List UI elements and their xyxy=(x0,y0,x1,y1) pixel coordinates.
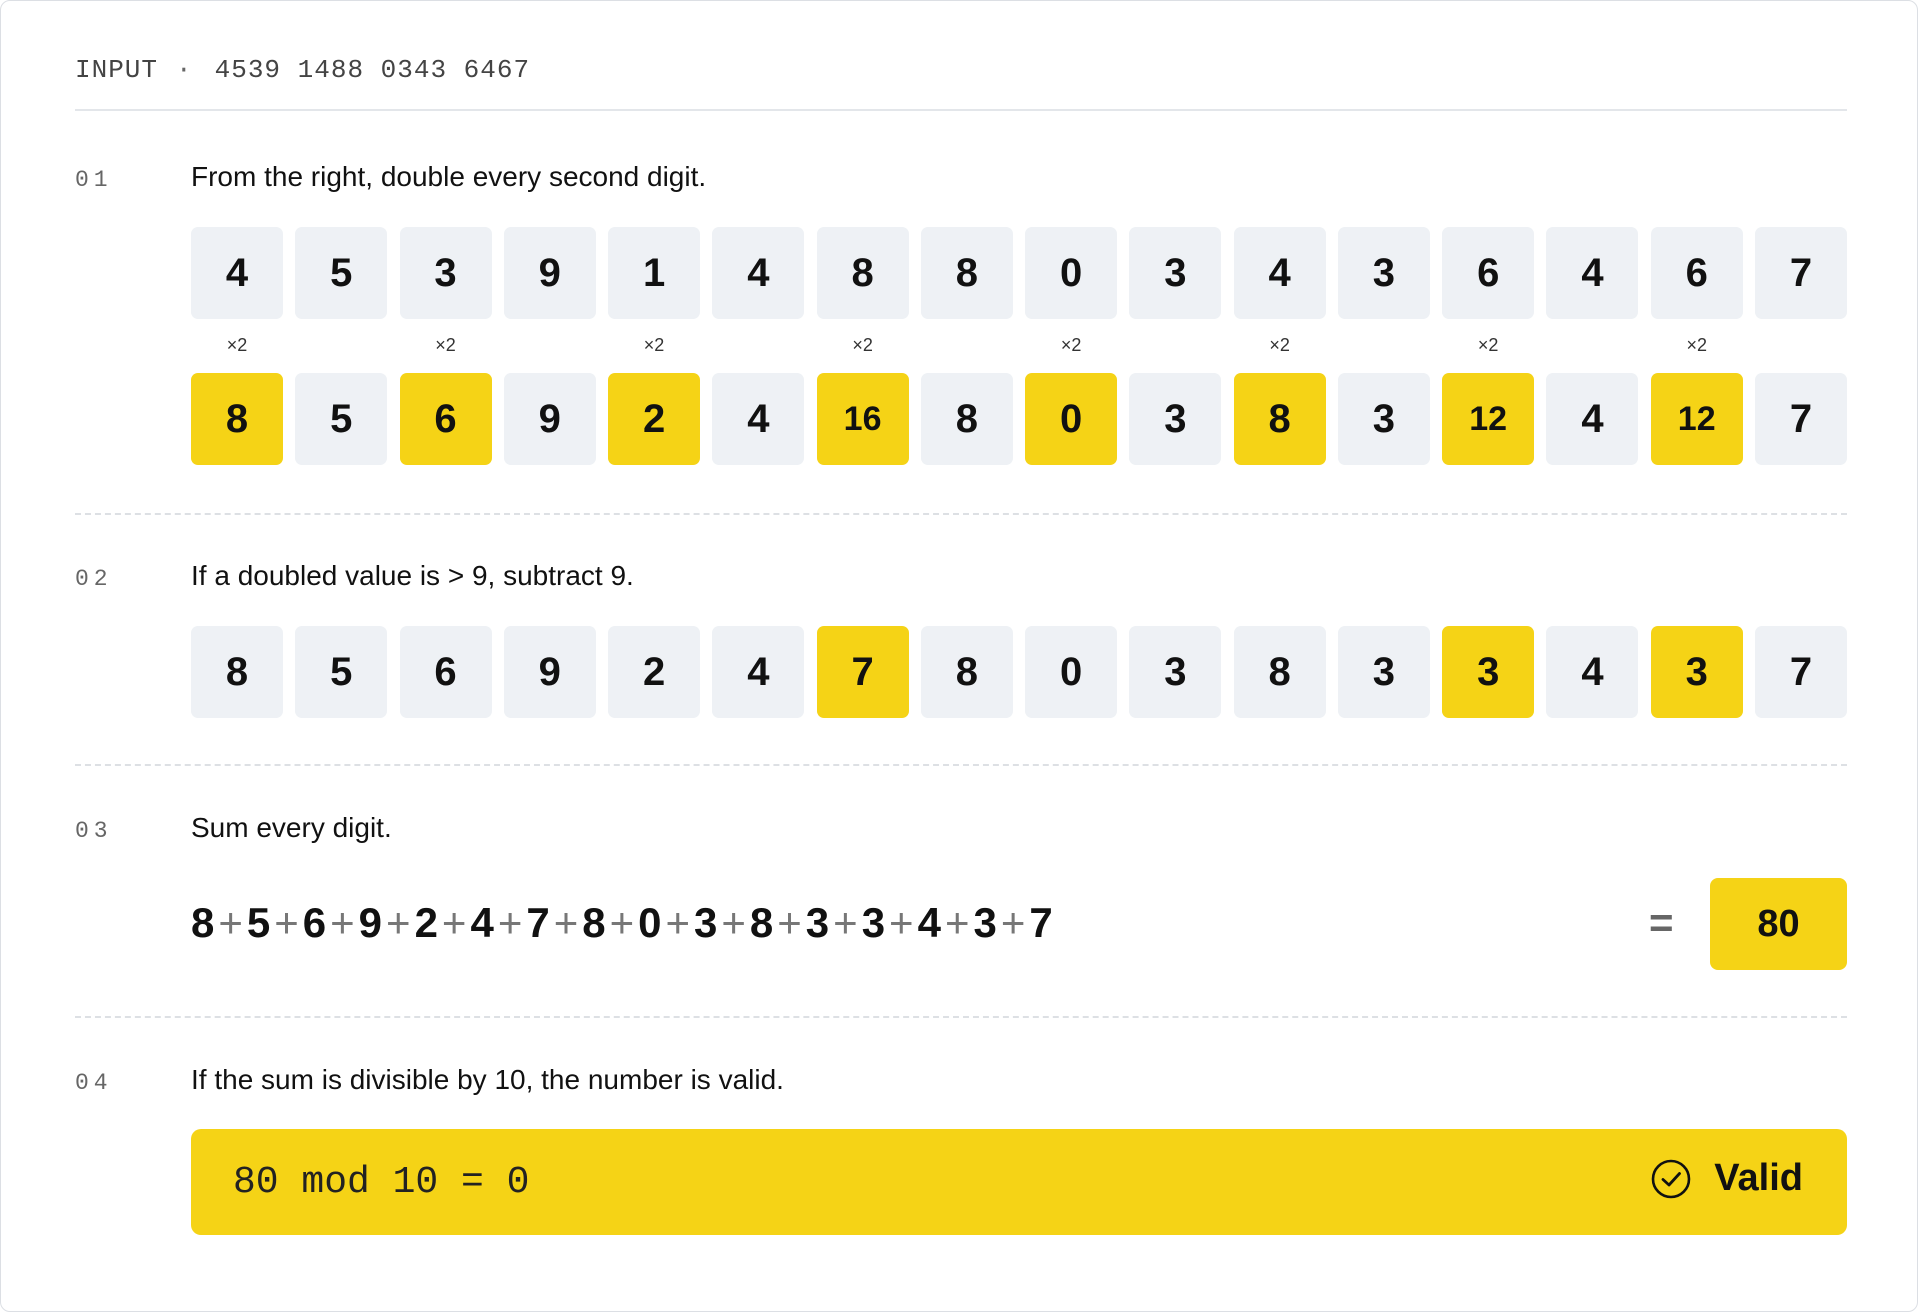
double-marker xyxy=(1129,335,1221,359)
plus-sign: + xyxy=(441,899,468,946)
sum-term: 9 xyxy=(358,899,384,946)
step-number-4: 04 xyxy=(75,1070,113,1096)
reduced-cell: 6 xyxy=(400,626,492,718)
reduced-cell: 0 xyxy=(1025,626,1117,718)
doubled-cell: 7 xyxy=(1755,373,1847,465)
original-digits-row xyxy=(191,227,1847,319)
doubled-cell: 9 xyxy=(504,373,596,465)
reduced-cell: 5 xyxy=(295,626,387,718)
doubled-digits-row xyxy=(191,373,1847,465)
double-marker xyxy=(1338,335,1430,359)
equals-sign: = xyxy=(1649,899,1674,946)
step-divider xyxy=(75,513,1847,515)
digit-cell: 8 xyxy=(817,227,909,319)
digit-cell: 4 xyxy=(1546,227,1638,319)
reduced-cell: 3 xyxy=(1651,626,1743,718)
plus-sign: + xyxy=(944,899,971,946)
reduced-cell: 7 xyxy=(1755,626,1847,718)
doubled-cell: 4 xyxy=(1546,373,1638,465)
sum-term: 6 xyxy=(302,899,328,946)
step-number-3: 03 xyxy=(75,818,113,844)
reduced-cell: 3 xyxy=(1338,626,1430,718)
plus-sign: + xyxy=(665,899,692,946)
digit-cell: 3 xyxy=(1338,227,1430,319)
digit-cell: 4 xyxy=(712,227,804,319)
digit-cell: 7 xyxy=(1755,227,1847,319)
double-marker: ×2 xyxy=(643,335,665,355)
plus-sign: + xyxy=(1000,899,1027,946)
reduced-cell: 4 xyxy=(1546,626,1638,718)
digit-cell: 5 xyxy=(295,227,387,319)
double-marker xyxy=(1755,335,1847,359)
sum-term: 8 xyxy=(191,899,216,946)
reduced-cell: 3 xyxy=(1129,626,1221,718)
plus-sign: + xyxy=(497,899,524,946)
double-marker xyxy=(921,335,1013,359)
double-marker: ×2 xyxy=(1060,335,1082,355)
plus-sign: + xyxy=(833,899,859,946)
plus-sign: + xyxy=(386,899,412,946)
digit-cell: 4 xyxy=(191,227,283,319)
doubled-cell: 4 xyxy=(712,373,804,465)
sum-term: 4 xyxy=(917,899,942,946)
double-marker xyxy=(1546,335,1638,359)
double-markers-row xyxy=(191,335,1847,359)
doubled-cell: 6 xyxy=(400,373,492,465)
sum-total: 80 xyxy=(1710,878,1847,970)
doubled-cell: 16 xyxy=(817,373,909,465)
double-marker xyxy=(504,335,596,359)
validity-result xyxy=(191,1129,1847,1235)
sum-term: 0 xyxy=(638,899,663,946)
digit-cell: 3 xyxy=(400,227,492,319)
reduced-cell: 9 xyxy=(504,626,596,718)
doubled-cell: 12 xyxy=(1442,373,1534,465)
check-circle-icon xyxy=(1650,1158,1692,1200)
doubled-cell: 8 xyxy=(1234,373,1326,465)
reduced-cell: 4 xyxy=(712,626,804,718)
input-number: 4539 1488 0343 6467 xyxy=(214,55,531,85)
plus-sign: + xyxy=(609,899,636,946)
input-label: INPUT xyxy=(75,55,159,85)
step-title-4: If the sum is divisible by 10, the number is valid. xyxy=(191,1064,784,1095)
plus-sign: + xyxy=(889,899,915,946)
step-title-3: Sum every digit. xyxy=(191,812,392,843)
plus-sign: + xyxy=(721,899,747,946)
double-marker xyxy=(295,335,387,359)
reduced-cell: 2 xyxy=(608,626,700,718)
doubled-cell: 3 xyxy=(1338,373,1430,465)
step-title-1: From the right, double every second digit. xyxy=(191,161,707,192)
plus-sign: + xyxy=(330,899,356,946)
digit-cell: 8 xyxy=(921,227,1013,319)
digit-cell: 4 xyxy=(1234,227,1326,319)
double-marker: ×2 xyxy=(1477,335,1499,355)
digit-cell: 6 xyxy=(1442,227,1534,319)
valid-label: Valid xyxy=(1714,1157,1803,1199)
plus-sign: + xyxy=(218,899,244,946)
double-marker xyxy=(712,335,804,359)
reduced-cell: 8 xyxy=(1234,626,1326,718)
doubled-cell: 8 xyxy=(191,373,283,465)
plus-sign: + xyxy=(553,899,580,946)
sum-term: 3 xyxy=(694,899,719,946)
doubled-cell: 2 xyxy=(608,373,700,465)
double-marker: ×2 xyxy=(435,335,456,355)
doubled-cell: 5 xyxy=(295,373,387,465)
sum-term: 3 xyxy=(973,899,998,946)
step-title-2: If a doubled value is > 9, subtract 9. xyxy=(191,560,634,591)
step-number-2: 02 xyxy=(75,566,113,592)
step-divider xyxy=(75,1016,1847,1018)
sum-term: 8 xyxy=(749,899,775,946)
plus-sign: + xyxy=(777,899,803,946)
reduced-cell: 8 xyxy=(191,626,283,718)
digit-cell: 3 xyxy=(1129,227,1221,319)
digit-cell: 6 xyxy=(1651,227,1743,319)
reduced-digits-row xyxy=(191,626,1847,718)
sum-expression xyxy=(191,899,1054,947)
reduced-cell: 3 xyxy=(1442,626,1534,718)
reduced-cell: 8 xyxy=(921,626,1013,718)
step-divider xyxy=(75,764,1847,766)
doubled-cell: 8 xyxy=(921,373,1013,465)
sum-term: 3 xyxy=(861,899,887,946)
input-separator: · xyxy=(176,55,193,85)
double-marker: ×2 xyxy=(226,335,248,355)
sum-term: 5 xyxy=(246,899,272,946)
sum-term: 7 xyxy=(1029,899,1054,946)
valid-badge xyxy=(1650,1157,1803,1200)
mod-expression: 80 mod 10 = 0 xyxy=(233,1161,530,1204)
sum-term: 2 xyxy=(414,899,439,946)
reduced-cell: 7 xyxy=(817,626,909,718)
step-number-1: 01 xyxy=(75,167,113,193)
digit-cell: 1 xyxy=(608,227,700,319)
double-marker: ×2 xyxy=(1269,335,1290,355)
sum-term: 7 xyxy=(526,899,551,946)
sum-term: 4 xyxy=(470,899,495,946)
digit-cell: 0 xyxy=(1025,227,1117,319)
double-marker: ×2 xyxy=(852,335,873,355)
doubled-cell: 12 xyxy=(1651,373,1743,465)
digit-cell: 9 xyxy=(504,227,596,319)
double-marker: ×2 xyxy=(1686,335,1707,355)
sum-term: 8 xyxy=(582,899,607,946)
plus-sign: + xyxy=(274,899,300,946)
doubled-cell: 0 xyxy=(1025,373,1117,465)
sum-term: 3 xyxy=(805,899,831,946)
doubled-cell: 3 xyxy=(1129,373,1221,465)
input-header xyxy=(75,55,1847,111)
